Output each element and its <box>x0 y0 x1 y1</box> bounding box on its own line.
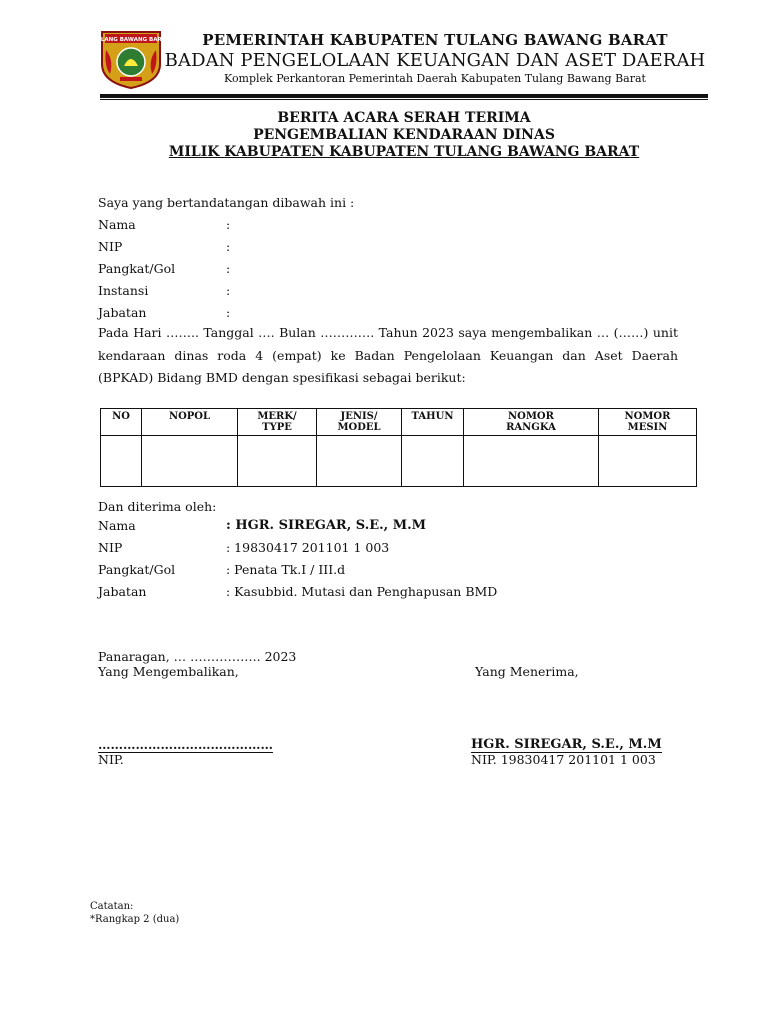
received-intro: Dan diterima oleh: <box>98 499 217 514</box>
field-colon: : <box>226 217 231 232</box>
place-date: Panaragan, … …………….. 2023 <box>98 649 297 664</box>
statement-paragraph: Pada Hari …….. Tanggal …. Bulan …………. Tahun 2023 saya mengembalikan … (……) unit kendaraan dinas roda 4 (empat) ke Badan Pengelolaan Keuangan dan Aset Daerah (BPKAD) Bidang BMD dengan spesifikasi sebagai berikut: <box>98 325 678 385</box>
received-value-nip: : 19830417 201101 1 003 <box>226 540 390 555</box>
field-label-instansi: Instansi <box>98 283 149 298</box>
logo-text: TULANG BAWANG BARAT <box>92 37 170 43</box>
note-line: *Rangkap 2 (dua) <box>90 914 180 925</box>
field-label-jabatan: Jabatan <box>98 305 147 320</box>
received-value-nama: : HGR. SIREGAR, S.E., M.M <box>226 518 427 533</box>
field-colon: : <box>226 261 231 276</box>
received-label-nip: NIP <box>98 540 123 555</box>
received-label-jabatan: Jabatan <box>98 584 147 599</box>
vehicle-spec-table <box>100 408 697 487</box>
intro-text: Saya yang bertandatangan dibawah ini : <box>98 195 355 210</box>
header-divider-thick <box>100 94 708 98</box>
right-signer-nip: NIP. 19830417 201101 1 003 <box>471 752 656 767</box>
received-value-pangkat: : Penata Tk.I / III.d <box>226 562 346 577</box>
field-label-nip: NIP <box>98 239 123 254</box>
right-signer-role: Yang Menerima, <box>475 664 579 679</box>
regency-logo <box>92 30 170 90</box>
column-header-tahun: TAHUN <box>402 409 464 436</box>
table-cell <box>402 436 464 487</box>
field-label-pangkat: Pangkat/Gol <box>98 261 176 276</box>
column-header-jenis-model: JENIS/ MODEL <box>317 409 402 436</box>
table-cell <box>317 436 402 487</box>
header-agency-name: BADAN PENGELOLAAN KEUANGAN DAN ASET DAERAH <box>164 50 706 71</box>
header-divider-thin <box>100 99 708 100</box>
right-signer-name: HGR. SIREGAR, S.E., M.M <box>471 737 662 752</box>
table-cell <box>599 436 697 487</box>
received-label-nama: Nama <box>98 518 136 533</box>
column-header-nomor-rangka: NOMOR RANGKA <box>464 409 599 436</box>
received-value-jabatan: : Kasubbid. Mutasi dan Penghapusan BMD <box>226 584 498 599</box>
table-header-row <box>101 409 697 436</box>
header-address: Komplek Perkantoran Pemerintah Daerah Kabupaten Tulang Bawang Barat <box>224 72 646 85</box>
table-cell <box>238 436 317 487</box>
left-signer-nip: NIP. <box>98 752 124 767</box>
received-label-pangkat: Pangkat/Gol <box>98 562 176 577</box>
document-title-line3: MILIK KABUPATEN KABUPATEN TULANG BAWANG BARAT <box>168 144 640 160</box>
column-header-no: NO <box>101 409 142 436</box>
document-title-line2: PENGEMBALIAN KENDARAAN DINAS <box>253 127 555 143</box>
column-header-merk-type: MERK/ TYPE <box>238 409 317 436</box>
column-header-nopol: NOPOL <box>142 409 238 436</box>
table-cell <box>464 436 599 487</box>
document-title-line1: BERITA ACARA SERAH TERIMA <box>277 110 531 126</box>
table-cell <box>101 436 142 487</box>
field-colon: : <box>226 283 231 298</box>
field-colon: : <box>226 305 231 320</box>
field-label-nama: Nama <box>98 217 136 232</box>
table-row <box>101 436 697 487</box>
header-government-name: PEMERINTAH KABUPATEN TULANG BAWANG BARAT <box>202 31 668 49</box>
field-colon: : <box>226 239 231 254</box>
left-signer-name: …………………………………… <box>98 737 273 752</box>
column-header-nomor-mesin: NOMOR MESIN <box>599 409 697 436</box>
table-cell <box>142 436 238 487</box>
note-title: Catatan: <box>90 901 134 912</box>
left-signer-role: Yang Mengembalikan, <box>98 664 239 679</box>
